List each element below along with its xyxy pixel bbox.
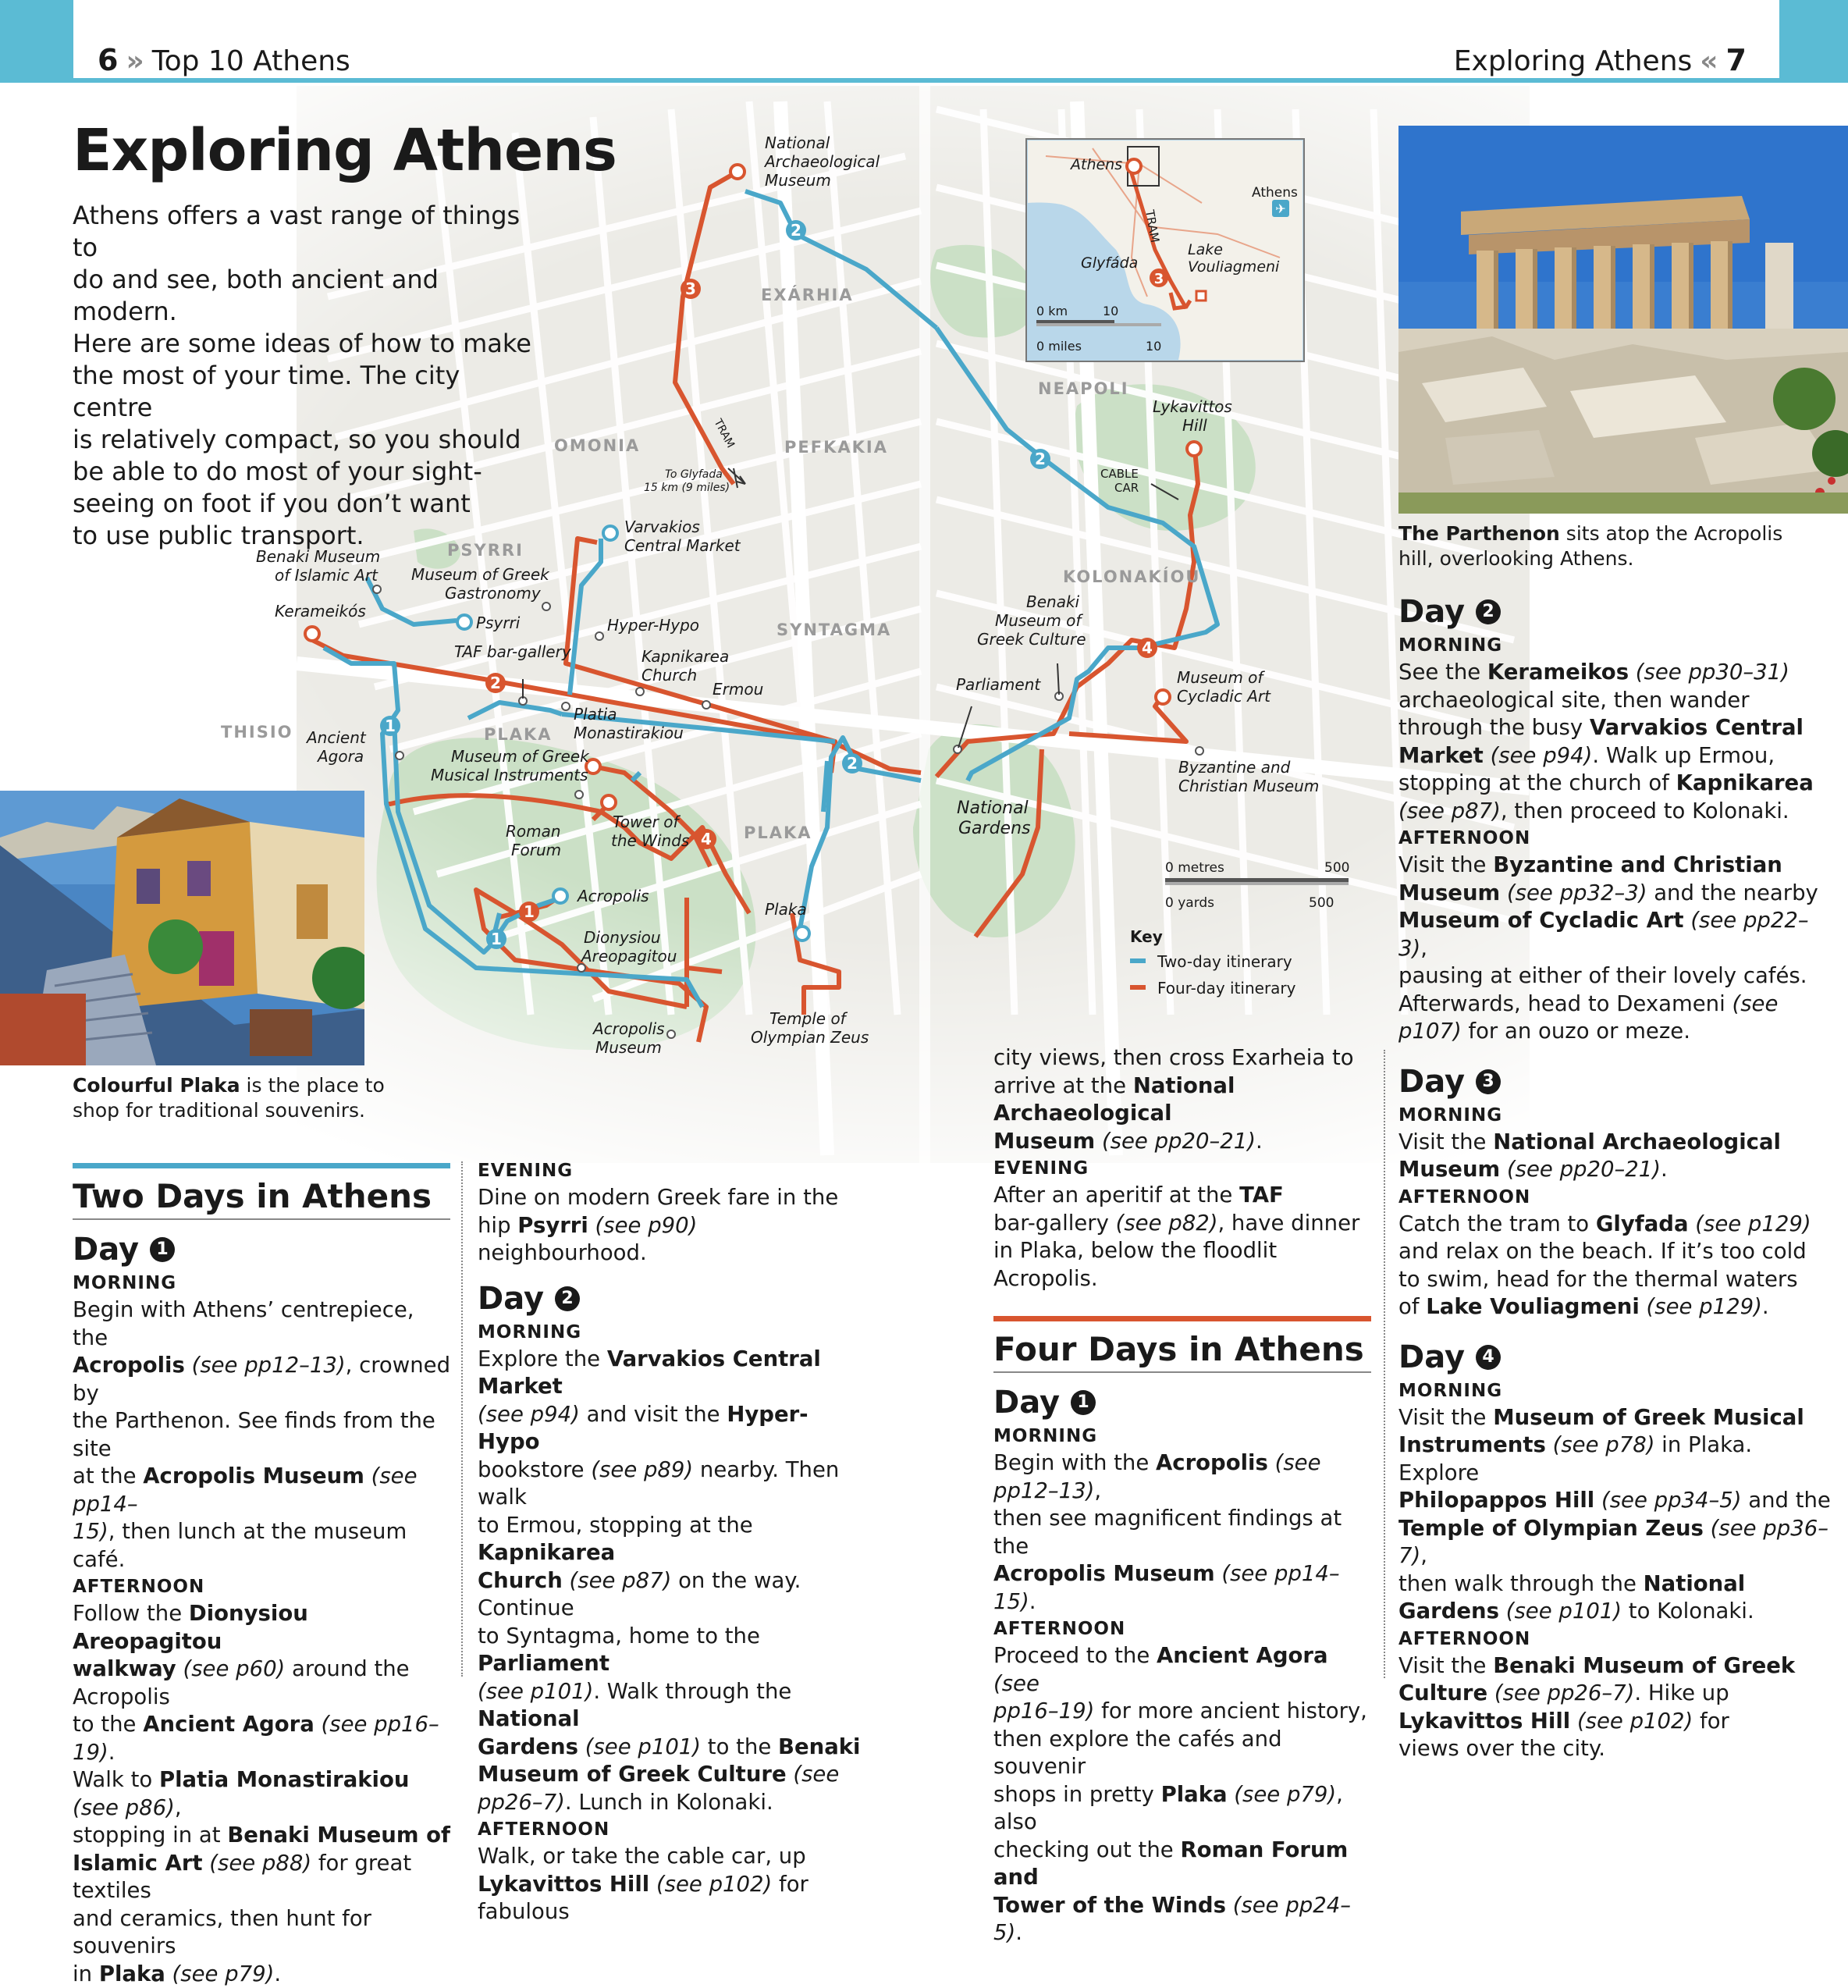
label-afternoon: AFTERNOON (993, 1616, 1376, 1642)
svg-text:PlatiaMonastirakiou: Platia Monastirakiou (574, 705, 684, 742)
day-heading: Day 1 (993, 1382, 1376, 1423)
svg-text:0 miles: 0 miles (1036, 339, 1082, 354)
paragraph-line: Begin with Athens’ centrepiece, the (73, 1296, 451, 1352)
label-kerameikos: Kerameikós (275, 602, 366, 621)
label-hyper-hypo: Hyper-Hypo (607, 616, 699, 635)
intro-line: be able to do most of your sight- (73, 456, 533, 488)
header-left (98, 43, 350, 77)
chevron-right-icon: » (126, 45, 144, 77)
district-label: PLAKA (484, 725, 553, 744)
section-title-two-days: Two Days in Athens (73, 1175, 451, 1218)
paragraph-line: (see p101). Walk through the National (478, 1678, 868, 1734)
plaka-caption: Colourful Plaka is the place to shop for traditional souvenirs. (73, 1073, 400, 1123)
label-afternoon: AFTERNOON (1398, 1184, 1836, 1211)
district-label: THISIO (221, 723, 293, 741)
paragraph-line: Proceed to the Ancient Agora (see (993, 1642, 1376, 1698)
district-label: SYNTAGMA (777, 621, 891, 639)
svg-text:NationalArchaeologicalMuseum: National Archaeological Museum (763, 133, 880, 190)
svg-text:2: 2 (791, 221, 801, 240)
svg-text:Museum of GreekGastronomy: Museum of Greek Gastronomy (411, 565, 550, 603)
day-heading: Day 1 (73, 1229, 451, 1270)
column-divider (461, 1161, 463, 1677)
label-evening: EVENING (478, 1158, 868, 1184)
intro-line: the most of your time. The city centre (73, 360, 533, 424)
paragraph-line: Museum of Cycladic Art (see pp22–3), (1398, 907, 1836, 962)
paragraph-line: Culture (see pp26–7). Hike up (1398, 1680, 1836, 1708)
paragraph-line: Market (see p94). Walk up Ermou, (1398, 742, 1836, 770)
chevron-left-icon: « (1700, 45, 1718, 77)
paragraph-line: (see p87), then proceed to Kolonaki. (1398, 798, 1836, 826)
paragraph-line: See the Kerameikos (see pp30–31) (1398, 659, 1836, 687)
paragraph-line: Visit the National Archaeological (1398, 1129, 1836, 1157)
inset-label-tram: TRAM (1143, 208, 1162, 244)
header-underline (0, 78, 1848, 83)
svg-text:Benaki Museumof Islamic Art: Benaki Museum of Islamic Art (256, 547, 380, 585)
svg-text:4: 4 (1142, 638, 1153, 657)
district-label: NEAPOLI (1038, 379, 1129, 398)
label-museum-musical: Museum of Greek (451, 747, 590, 766)
paragraph-line: Museum (see pp20–21). (993, 1128, 1376, 1156)
svg-text:RomanForum: Roman Forum (506, 822, 561, 859)
label-dionysiou: Dionysiou (584, 928, 661, 947)
district-label: OMONIA (554, 436, 640, 455)
intro-line: is relatively compact, so you should (73, 424, 533, 456)
day-number-badge: 1 (150, 1237, 175, 1262)
airplane-icon: ✈ (1275, 201, 1285, 216)
label-cable-car: CABLE (1100, 467, 1139, 481)
svg-text:2: 2 (1035, 450, 1046, 468)
label-national-gardens: National (957, 798, 1029, 818)
day-number-badge: 2 (555, 1286, 580, 1311)
header-bar-right (1779, 0, 1848, 83)
svg-text:3: 3 (685, 279, 696, 298)
parthenon-photo (1398, 126, 1848, 514)
paragraph-line: p107) for an ouzo or meze. (1398, 1018, 1836, 1046)
paragraph-line: Gardens (see p101) to the Benaki (478, 1734, 868, 1762)
district-label: PEFKAKIA (784, 438, 888, 457)
paragraph-line: to Ermou, stopping at the Kapnikarea (478, 1512, 868, 1567)
label-benaki-islamic: Benaki Museum (256, 547, 380, 566)
label-ancient-agora: Ancient (305, 728, 367, 747)
intro-line: do and see, both ancient and modern. (73, 264, 533, 328)
label-afternoon: AFTERNOON (73, 1574, 451, 1600)
label-parliament: Parliament (956, 675, 1041, 694)
header-bar-left (0, 0, 73, 83)
paragraph-line: to Syntagma, home to the Parliament (478, 1623, 868, 1678)
page-title: Exploring Athens (73, 117, 617, 184)
inset-label-airport: Athens (1252, 185, 1298, 201)
svg-text:2: 2 (490, 674, 501, 692)
paragraph-line: then see magnificent findings at the (993, 1505, 1376, 1560)
column-divider (1384, 1050, 1385, 1678)
header-right (1454, 43, 1747, 77)
column-4 (1398, 592, 1836, 1763)
paragraph-line: Dine on modern Greek fare in the (478, 1184, 868, 1212)
paragraph-line: Philopappos Hill (see pp34–5) and the (1398, 1487, 1836, 1515)
paragraph-line: (see p94) and visit the Hyper-Hypo (478, 1401, 868, 1456)
paragraph-line: then explore the cafés and souvenir (993, 1726, 1376, 1781)
header-right-section: Exploring Athens (1454, 45, 1693, 77)
paragraph-line: Catch the tram to Glyfada (see p129) (1398, 1211, 1836, 1239)
parthenon-caption: The Parthenon sits atop the Acropolis hill, overlooking Athens. (1398, 521, 1848, 571)
column-2 (478, 1158, 868, 1926)
label-platia: Platia (574, 705, 617, 724)
paragraph-line: Visit the Benaki Museum of Greek (1398, 1652, 1836, 1680)
paragraph-line: Museum (see pp32–3) and the nearby (1398, 880, 1836, 908)
column-3 (993, 1044, 1376, 1947)
day-number-badge: 1 (1071, 1390, 1096, 1415)
paragraph-line: Church (see p87) on the way. Continue (478, 1567, 868, 1623)
label-taf: TAF bar-gallery (454, 642, 572, 661)
svg-text:VarvakiosCentral Market: Varvakios Central Market (624, 517, 741, 555)
paragraph-line: arrive at the National Archaeological (993, 1072, 1376, 1128)
svg-text:DionysiouAreopagitou: Dionysiou Areopagitou (580, 928, 677, 966)
label-morning: MORNING (478, 1319, 868, 1346)
paragraph-line: and ceramics, then hunt for souvenirs (73, 1905, 451, 1961)
svg-text:AcropolisMuseum: Acropolis Museum (592, 1019, 665, 1057)
label-roman-forum: Roman (506, 822, 561, 841)
day-number-badge: 4 (1476, 1345, 1501, 1370)
svg-text:Museum ofCycladic Art: Museum of Cycladic Art (1177, 668, 1271, 706)
paragraph-line: to swim, head for the thermal waters (1398, 1266, 1836, 1294)
svg-text:0 km: 0 km (1036, 304, 1068, 318)
paragraph-line: views over the city. (1398, 1735, 1836, 1763)
label-morning: MORNING (1398, 1102, 1836, 1129)
plaka-photo (0, 791, 364, 1065)
svg-text:Museum of GreekMusical Instrum: Museum of Greek Musical Instruments (431, 747, 590, 784)
label-kapnikarea: Kapnikarea (641, 647, 729, 666)
label-acropolis: Acropolis (576, 887, 649, 905)
inset-label-lake: Lake (1188, 241, 1223, 258)
label-afternoon: AFTERNOON (1398, 1626, 1836, 1652)
label-morning: MORNING (73, 1270, 451, 1296)
header-left-section: Top 10 Athens (152, 45, 350, 77)
label-museum-gastronomy: Museum of Greek (411, 565, 550, 584)
paragraph-line: stopping in at Benaki Museum of (73, 1822, 451, 1850)
svg-text:10: 10 (1103, 304, 1118, 318)
paragraph-line: checking out the Roman Forum and (993, 1837, 1376, 1892)
paragraph-line: to the Ancient Agora (see pp16–19). (73, 1711, 451, 1766)
paragraph-line: Lykavittos Hill (see p102) for (1398, 1708, 1836, 1736)
district-label: PLAKA (744, 823, 812, 842)
svg-text:0 metres: 0 metres (1165, 860, 1224, 876)
paragraph-line: the Parthenon. See finds from the site (73, 1407, 451, 1463)
day-heading: Day 4 (1398, 1337, 1836, 1378)
svg-text:LykavittosHill: Lykavittos Hill (1153, 397, 1232, 435)
label-morning: MORNING (1398, 632, 1836, 659)
label-tram: TRAM (711, 416, 737, 450)
paragraph-line: Acropolis (see pp12–13), crowned by (73, 1352, 451, 1407)
day-number-badge: 3 (1476, 1069, 1501, 1094)
svg-text:CABLECAR: CABLE CAR (1100, 467, 1139, 495)
paragraph-line: pp26–7). Lunch in Kolonaki. (478, 1789, 868, 1817)
paragraph-line: Islamic Art (see p88) for great textiles (73, 1850, 451, 1905)
paragraph-line: Lykavittos Hill (see p102) for fabulous (478, 1871, 868, 1926)
svg-text:Tower ofthe Winds: Tower of the Winds (611, 813, 689, 850)
intro-line: Athens offers a vast range of things to (73, 200, 533, 264)
intro-line: Here are some ideas of how to make (73, 328, 533, 360)
paragraph-line: Visit the Byzantine and Christian (1398, 852, 1836, 880)
paragraph-line: of Lake Vouliagmeni (see p129). (1398, 1293, 1836, 1321)
paragraph-line: Afterwards, head to Dexameni (see (1398, 990, 1836, 1019)
label-varvakios: Varvakios (624, 517, 700, 536)
paragraph-line: Museum (see pp20–21). (1398, 1156, 1836, 1184)
inset-label-glyfada: Glyfáda (1081, 254, 1138, 272)
paragraph-line: and relax on the beach. If it’s too cold (1398, 1238, 1836, 1266)
svg-text:LakeVouliagmeni: Lake Vouliagmeni (1188, 241, 1280, 276)
page-number-left: 6 (98, 43, 118, 77)
paragraph-line: Visit the Museum of Greek Musical (1398, 1404, 1836, 1432)
svg-text:BenakiMuseum ofGreek Culture: Benaki Museum of Greek Culture (977, 592, 1086, 649)
paragraph-line: Walk, or take the cable car, up (478, 1843, 868, 1871)
paragraph-line: city views, then cross Exarheia to (993, 1044, 1376, 1072)
paragraph-line: hip Psyrri (see p90) neighbourhood. (478, 1212, 868, 1268)
day-heading: Day 3 (1398, 1062, 1836, 1102)
paragraph-line: shops in pretty Plaka (see p79), also (993, 1781, 1376, 1837)
intro-paragraph (73, 200, 533, 552)
paragraph-line: bookstore (see p89) nearby. Then walk (478, 1456, 868, 1512)
paragraph-line: pausing at either of their lovely cafés. (1398, 962, 1836, 990)
svg-text:Two-day itinerary: Two-day itinerary (1157, 952, 1292, 971)
column-1 (73, 1163, 451, 1988)
svg-text:To Glyfada15 km (9 miles): To Glyfada 15 km (9 miles) (644, 468, 730, 494)
day-heading: Day 2 (478, 1279, 868, 1319)
svg-text:1: 1 (524, 902, 535, 921)
label-to-glyfada: To Glyfada (665, 468, 723, 481)
svg-text:Four-day itinerary: Four-day itinerary (1157, 979, 1296, 998)
svg-text:0 yards: 0 yards (1165, 895, 1214, 911)
label-morning: MORNING (993, 1423, 1376, 1449)
day-heading: Day 2 (1398, 592, 1836, 632)
svg-text:AncientAgora: Ancient Agora (305, 728, 367, 766)
svg-text:500: 500 (1309, 895, 1334, 911)
paragraph-line: stopping at the church of Kapnikarea (1398, 770, 1836, 798)
paragraph-line: Tower of the Winds (see pp24–5). (993, 1892, 1376, 1947)
district-label: PSYRRI (447, 541, 524, 560)
paragraph-line: Temple of Olympian Zeus (see pp36–7), (1398, 1515, 1836, 1570)
paragraph-line: pp16–19) for more ancient history, (993, 1698, 1376, 1726)
district-label: EXÁRHIA (761, 285, 854, 304)
paragraph-line: in Plaka (see p79). (73, 1961, 451, 1988)
label-acropolis-museum: Acropolis (592, 1019, 665, 1038)
paragraph-line: After an aperitif at the TAF (993, 1182, 1376, 1210)
paragraph-line: archaeological site, then wander (1398, 687, 1836, 715)
district-label: KOLONAKÍOU (1063, 567, 1201, 586)
svg-text:10: 10 (1146, 339, 1161, 354)
intro-line: seeing on foot if you don’t want (73, 488, 533, 520)
inset-map (1026, 139, 1304, 361)
paragraph-line: in Plaka, below the floodlit Acropolis. (993, 1237, 1376, 1293)
paragraph-line: Begin with the Acropolis (see pp12–13), (993, 1449, 1376, 1505)
label-afternoon: AFTERNOON (478, 1816, 868, 1843)
label-morning: MORNING (1398, 1378, 1836, 1404)
paragraph-line: Follow the Dionysiou Areopagitou (73, 1600, 451, 1655)
paragraph-line: bar-gallery (see p82), have dinner (993, 1210, 1376, 1238)
svg-text:1: 1 (385, 717, 396, 735)
day-number-badge: 2 (1476, 599, 1501, 624)
label-ermou: Ermou (713, 680, 763, 699)
svg-text:500: 500 (1324, 860, 1349, 876)
page-number-right: 7 (1726, 43, 1747, 77)
paragraph-line: at the Acropolis Museum (see pp14– (73, 1463, 451, 1518)
paragraph-line: then walk through the National (1398, 1570, 1836, 1599)
svg-text:4: 4 (701, 830, 712, 848)
label-temple-zeus: Temple of (769, 1009, 848, 1028)
label-national-archaeological-museum: National (765, 133, 830, 152)
intro-line: to use public transport. (73, 520, 533, 552)
label-psyrri: Psyrri (476, 613, 521, 632)
paragraph-line: Acropolis Museum (see pp14–15). (993, 1560, 1376, 1616)
svg-text:Temple ofOlympian Zeus: Temple of Olympian Zeus (751, 1009, 869, 1047)
label-lykavittos: Lykavittos (1153, 397, 1232, 416)
label-byzantine: Byzantine and (1178, 758, 1291, 777)
inset-label-athens: Athens (1069, 156, 1122, 173)
paragraph-line: Instruments (see p78) in Plaka. Explore (1398, 1431, 1836, 1487)
paragraph-line: Walk to Platia Monastirakiou (see p86), (73, 1766, 451, 1822)
label-plaka-point: Plaka (765, 900, 807, 919)
svg-text:2: 2 (847, 754, 858, 773)
paragraph-line: 15), then lunch at the museum café. (73, 1518, 451, 1574)
label-evening: EVENING (993, 1155, 1376, 1182)
svg-text:KapnikareaChurch: Kapnikarea Church (641, 647, 729, 685)
paragraph-line: Explore the Varvakios Central Market (478, 1346, 868, 1401)
paragraph-line: Gardens (see p101) to Kolonaki. (1398, 1598, 1836, 1626)
section-title-four-days: Four Days in Athens (993, 1328, 1376, 1371)
label-tower-winds: Tower of (613, 813, 681, 831)
paragraph-line: Museum of Greek Culture (see (478, 1761, 868, 1789)
svg-text:1: 1 (491, 930, 502, 948)
svg-text:3: 3 (1154, 271, 1164, 287)
label-benaki-greek: Benaki (1026, 592, 1080, 611)
paragraph-line: through the busy Varvakios Central (1398, 714, 1836, 742)
svg-text:Byzantine andChristian Museum: Byzantine and Christian Museum (1178, 758, 1319, 795)
label-cycladic: Museum of (1177, 668, 1265, 687)
label-afternoon: AFTERNOON (1398, 825, 1836, 852)
paragraph-line: walkway (see p60) around the Acropolis (73, 1655, 451, 1711)
svg-text:Key: Key (1130, 927, 1163, 946)
svg-text:NationalGardens: National Gardens (957, 798, 1030, 838)
